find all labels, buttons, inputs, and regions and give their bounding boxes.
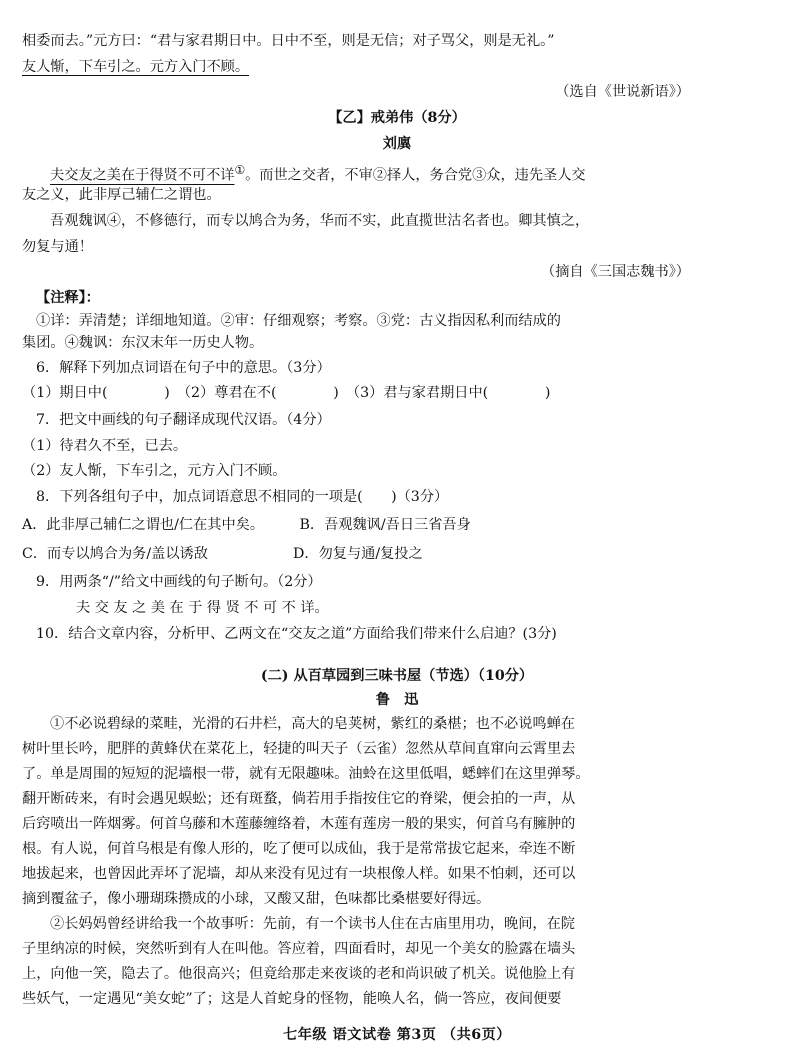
question-6: 6．解释下列加点词语在句子中的意思。（3分） <box>36 360 331 376</box>
part2-line: ②长妈妈曾经讲给我一个故事听：先前，有一个读书人住在古庙里用功，晚间，在院 <box>50 916 575 932</box>
part2-line: 树叶里长吟，肥胖的黄蜂伏在菜花上，轻捷的叫天子（云雀）忽然从草间直窜向云霄里去 <box>22 741 576 757</box>
part2-heading: (二) 从百草园到三味书屋（节选）（10分） <box>260 668 534 684</box>
question-8: 8．下列各组句子中，加点词语意思不相同的一项是( )（3分） <box>36 489 449 505</box>
question-7-sub-2: （2）友人惭，下车引之，元方入门不顾。 <box>22 463 287 479</box>
yi-author: 刘廙 <box>382 136 412 152</box>
part2-line: ①不必说碧绿的菜畦，光滑的石井栏，高大的皂荚树，紫红的桑椹；也不必说鸣蝉在 <box>50 716 575 732</box>
part2-line: 些妖气，一定遇见“美女蛇”了；这是人首蛇身的怪物，能唤人名，倘一答应，夜间便要 <box>22 991 562 1007</box>
notes-title: 【注释】： <box>36 290 100 306</box>
yi-para2-line1: 吾观魏讽④，不修德行，而专以鸠合为务，华而不实，此直揽世沽名者也。卿其慎之， <box>50 213 590 229</box>
yi-para1-line2: 友之义，此非厚己辅仁之谓也。 <box>22 187 221 203</box>
part2-line: 了。单是周围的短短的泥墙根一带，就有无限趣味。油蛉在这里低唱，蟋蟀们在这里弹琴。 <box>22 766 590 782</box>
part2-line: 根。有人说，何首乌根是有像人形的，吃了便可以成仙，我于是常常拔它起来，牵连不断 <box>22 841 576 857</box>
part2-line: 摘到覆盆子，像小珊瑚珠攒成的小球，又酸又甜，色味都比桑椹要好得远。 <box>22 891 491 907</box>
yi-para1-line1 <box>50 160 586 186</box>
part2-line: 子里纳凉的时候，突然听到有人在叫他。答应着，四面看时，却见一个美女的脸露在墙头 <box>22 941 576 957</box>
note-marker: ① <box>234 163 246 177</box>
question-8-options-ab: A．此非厚己辅仁之谓也/仁在其中矣。 B．吾观魏讽/吾日三省吾身 <box>22 517 471 533</box>
jia-tail-line-2-underlined: 友人惭，下车引之。元方入门不顾。 <box>22 59 250 75</box>
yi-source: （摘自《三国志魏书》） <box>541 264 690 280</box>
part2-line: 地拔起来，也曾因此弄坏了泥墙，却从来没有见过有一块根像人样。如果不怕刺，还可以 <box>22 866 576 882</box>
jia-source: （选自《世说新语》） <box>555 84 690 100</box>
question-9: 9．用两条“/”给文中画线的句子断句。（2分） <box>36 574 322 590</box>
part2-line: 翻开断砖来，有时会遇见蜈蚣；还有斑蝥，倘若用手指按住它的脊梁，便会拍的一声，从 <box>22 791 576 807</box>
yi-underlined-sentence: 夫交友之美在于得贤不可不详 <box>50 167 235 184</box>
question-10: 10．结合文章内容，分析甲、乙两文在“交友之道”方面给我们带来什么启迪？(3分) <box>36 626 557 642</box>
question-7-sub-1: （1）待君久不至，已去。 <box>22 438 188 454</box>
part2-line: 后窍喷出一阵烟雾。何首乌藤和木莲藤缠络着，木莲有莲房一般的果实，何首乌有臃肿的 <box>22 816 576 832</box>
yi-para1-rest: 。而世之交者，不审②择人，务合党③众，违先圣人交 <box>245 167 586 184</box>
part2-author: 鲁 迅 <box>375 692 419 708</box>
question-7: 7．把文中画线的句子翻译成现代汉语。（4分） <box>36 412 331 428</box>
notes-line-2: 集团。④魏讽：东汉末年一历史人物。 <box>22 335 264 351</box>
page-footer: 七年级 语文试卷 第3页 （共6页） <box>283 1027 511 1043</box>
question-8-options-cd: C．而专以鸠合为务/盖以诱敌 D．勿复与通/复投之 <box>22 546 423 562</box>
jia-tail-line-1: 相委而去。”元方曰：“君与家君期日中。日中不至，则是无信；对子骂父，则是无礼。” <box>22 33 555 49</box>
question-9-sentence: 夫 交 友 之 美 在 于 得 贤 不 可 不 详。 <box>76 600 329 616</box>
question-6-items: （1）期日中( ) （2）尊君在不( ) （3）君与家君期日中( ) <box>22 385 551 401</box>
yi-para2-line2: 勿复与通！ <box>22 239 93 255</box>
notes-line-1: ①详：弄清楚；详细地知道。②审：仔细观察；考察。③党：古义指因私利而结成的 <box>36 313 561 329</box>
part2-line: 上，向他一笑，隐去了。他很高兴；但竟给那走来夜谈的老和尚识破了机关。说他脸上有 <box>22 966 576 982</box>
yi-heading: 【乙】戒弟伟（8分） <box>328 110 466 126</box>
